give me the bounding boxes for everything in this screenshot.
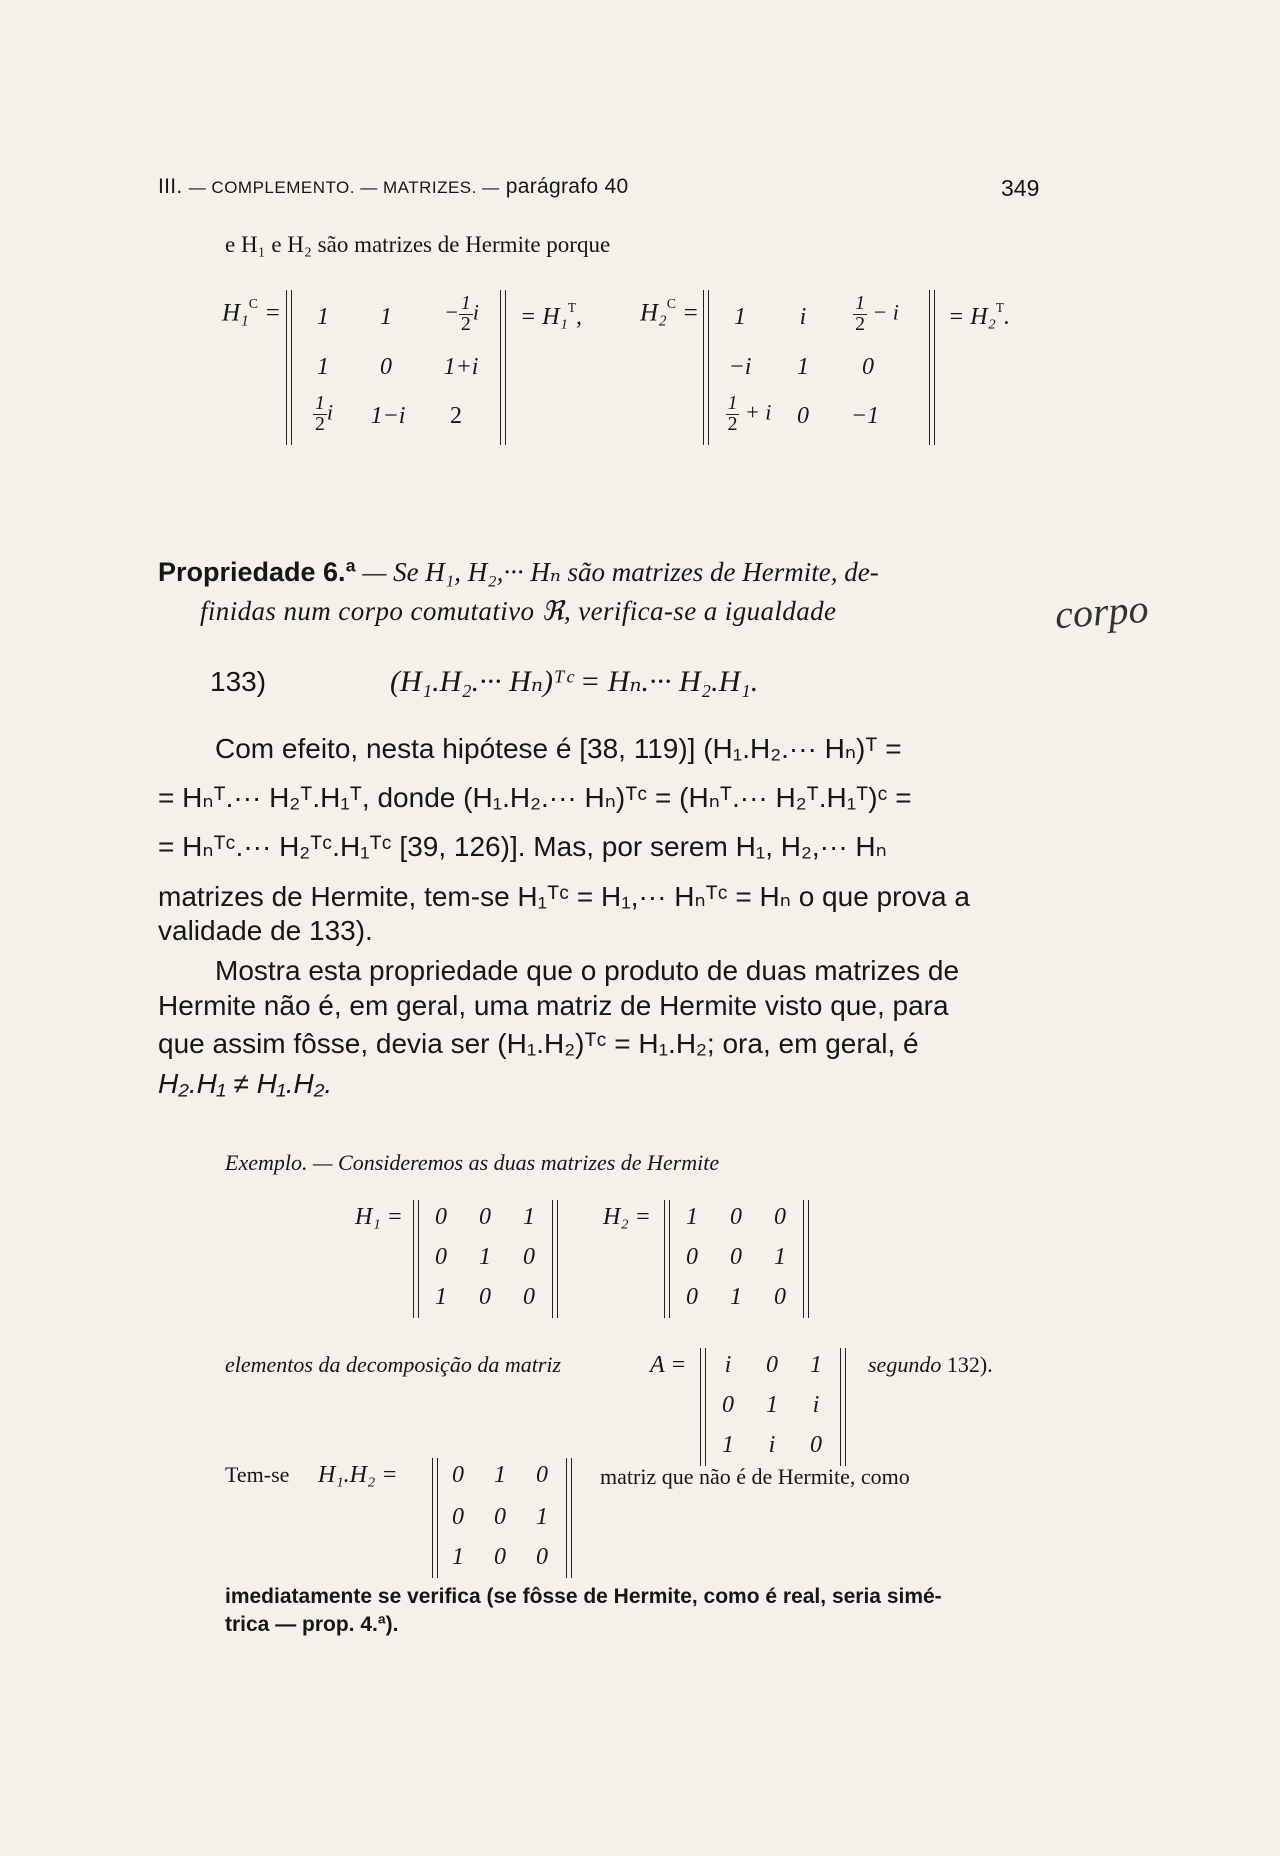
- segundo-number: 132).: [946, 1352, 993, 1377]
- matrix-product: [432, 1458, 572, 1578]
- matrix-cell: 1: [317, 354, 329, 380]
- eq1-lhs1-sup: C: [248, 296, 258, 311]
- segundo-ref: [868, 1352, 993, 1378]
- matrix-cell: i: [799, 304, 807, 330]
- running-head-roman: III.: [158, 175, 183, 198]
- running-head-caps: — COMPLEMENTO. — MATRIZES. —: [188, 178, 500, 197]
- matrix-cell: 1−i: [370, 403, 406, 429]
- matrix-cell: 0: [730, 1244, 742, 1270]
- matrix-cell: 0: [536, 1544, 548, 1570]
- matrix-cell: 0: [774, 1204, 786, 1230]
- eq133-formula: (H₁.H₂.··· Hₙ)ᵀᶜ = Hₙ.··· H₂.H₁.: [390, 665, 759, 698]
- proof-line-3: = Hₙᵀᶜ.··· H₂ᵀᶜ.H₁ᵀᶜ [39, 126)]. Mas, por serem H₁, H₂,··· Hₙ: [158, 831, 887, 862]
- matrix-cell: 1: [494, 1462, 506, 1488]
- matrix-cell: $\frac{1}{2}$ i: [314, 392, 333, 435]
- matrix-cell: 0: [862, 354, 874, 380]
- matrix-cell: 0: [686, 1244, 698, 1270]
- matrix-a: [700, 1348, 846, 1466]
- matrix-cell: 0: [380, 354, 392, 380]
- matrix-cell: 1: [734, 304, 746, 330]
- matrix-cell: 0: [523, 1284, 535, 1310]
- matrix-cell: 0: [523, 1244, 535, 1270]
- matrix-cell: i: [724, 1352, 732, 1378]
- matrix-cell: 0: [810, 1432, 822, 1458]
- after-product-text: matriz que não é de Hermite, como: [600, 1464, 910, 1489]
- matrix-cell: 0: [435, 1204, 447, 1230]
- h2-label: H₂ =: [603, 1204, 651, 1230]
- matrix-cell: $\frac{1}{2}$ − i: [855, 292, 899, 335]
- matrix-cell: 1: [479, 1244, 491, 1270]
- matrix-cell: $\frac{1}{2}$ + i: [727, 392, 772, 435]
- matrix-cell: 0: [730, 1204, 742, 1230]
- matrix-cell: 0: [797, 403, 809, 429]
- matrix-cell: −i: [728, 354, 752, 380]
- matrix-cell: 0: [479, 1204, 491, 1230]
- matrix-cell: 0: [494, 1504, 506, 1530]
- paragraph2-line-2: Hermite não é, em geral, uma matriz de Hermite visto que, para: [158, 990, 949, 1021]
- matrix-cell: 1: [523, 1204, 535, 1230]
- matrix-cell: 1: [536, 1504, 548, 1530]
- eq1-rhs1-sup: T: [567, 300, 576, 315]
- matrix-cell: 0: [452, 1462, 464, 1488]
- temse-text: Tem-se: [225, 1462, 290, 1487]
- margin-handwritten-note: corpo: [1053, 585, 1150, 638]
- matrix-h2: [664, 1200, 809, 1318]
- matrix-cell: i: [768, 1432, 776, 1458]
- matrix-cell: 2: [450, 403, 462, 429]
- running-head: [158, 175, 628, 199]
- matrix-cell: 1: [317, 304, 329, 330]
- matrix-cell: 0: [452, 1504, 464, 1530]
- intro-line: e H₁ e H₂ são matrizes de Hermite porque: [225, 232, 611, 257]
- segundo-word: segundo: [868, 1352, 942, 1377]
- matrix-cell: − $\frac{1}{2}$ i: [444, 292, 479, 335]
- h1-label: H₁ =: [355, 1204, 403, 1230]
- final-line-1: imediatamente se verifica (se fôsse de Hermite, como é real, seria simé-: [225, 1585, 942, 1608]
- paragraph2-line-3: que assim fôsse, devia ser (H₁.H₂)ᵀᶜ = H₁.H₂; ora, em geral, é: [158, 1028, 919, 1059]
- matrix-cell: −1: [850, 403, 880, 429]
- paragraph2-line-1: Mostra esta propriedade que o produto de duas matrizes de: [215, 955, 960, 986]
- matrix-cell: 1: [797, 354, 809, 380]
- matrix-cell: 0: [774, 1284, 786, 1310]
- eq1-rhs1: = H₁$^T$,: [520, 300, 582, 330]
- matrix-cell: 1: [810, 1352, 822, 1378]
- property-text-2: finidas num corpo comutativo ℜ, verifica-se a igualdade: [200, 596, 837, 626]
- eq1-rhs2: = H₂$^T$.: [948, 300, 1010, 330]
- matrix-cell: 0: [766, 1352, 778, 1378]
- eq133-number: 133): [210, 666, 267, 697]
- final-line-2: trica — prop. 4.ª).: [225, 1613, 399, 1636]
- eq1-rhs2-sup: T: [995, 300, 1004, 315]
- matrix-cell: i: [812, 1392, 820, 1418]
- matrix-cell: 1: [766, 1392, 778, 1418]
- matrix-h1c: [286, 290, 506, 445]
- matrix-cell: 1: [380, 304, 392, 330]
- matrix-cell: 1: [774, 1244, 786, 1270]
- elements-text: elementos da decomposição da matriz: [225, 1352, 562, 1377]
- matrix-cell: 1+i: [443, 354, 479, 380]
- paragraph2-line-4: H₂.H₁ ≠ H₁.H₂.: [158, 1068, 333, 1099]
- matrix-cell: 0: [536, 1462, 548, 1488]
- eq1-lhs1: H₁$^C$ =: [222, 296, 282, 327]
- matrix-cell: 1: [722, 1432, 734, 1458]
- property-line1: [158, 557, 879, 588]
- running-head-tail: parágrafo 40: [505, 175, 629, 198]
- matrix-cell: 1: [435, 1284, 447, 1310]
- matrix-cell: 0: [435, 1244, 447, 1270]
- matrix-cell: 1: [730, 1284, 742, 1310]
- proof-line-1: Com efeito, nesta hipótese é [38, 119)] (H₁.H₂.··· Hₙ)ᵀ =: [215, 733, 902, 764]
- eq1-lhs2-sup: C: [666, 296, 676, 311]
- product-label: H₁.H₂ =: [318, 1462, 398, 1488]
- eq1-rhs2-expr: = H₂: [948, 303, 996, 330]
- eq1-lhs2: H₂$^C$ =: [640, 296, 700, 327]
- eq1-lhs2-symbol: H₂: [640, 299, 667, 327]
- matrix-h1: [413, 1200, 558, 1318]
- matrix-cell: 0: [479, 1284, 491, 1310]
- property-label: Propriedade 6.ª: [158, 557, 356, 587]
- property-text-1: — Se H₁, H₂,··· Hₙ são matrizes de Hermite, de-: [362, 557, 879, 587]
- eq1-lhs1-symbol: H₁: [222, 299, 249, 327]
- matrix-cell: 1: [686, 1204, 698, 1230]
- matrix-cell: 0: [494, 1544, 506, 1570]
- proof-line-5: validade de 133).: [158, 915, 373, 946]
- matrix-cell: 0: [722, 1392, 734, 1418]
- eq1-rhs1-expr: = H₁: [520, 303, 568, 330]
- matrix-cell: 0: [686, 1284, 698, 1310]
- a-label: A =: [650, 1352, 687, 1378]
- proof-line-4: matrizes de Hermite, tem-se H₁ᵀᶜ = H₁,··· Hₙᵀᶜ = Hₙ o que prova a: [158, 881, 970, 912]
- example-intro: Exemplo. — Consideremos as duas matrizes de Hermite: [225, 1150, 720, 1175]
- page-number: 349: [1001, 175, 1040, 201]
- matrix-cell: 1: [452, 1544, 464, 1570]
- proof-line-2: = Hₙᵀ.··· H₂ᵀ.H₁ᵀ, donde (H₁.H₂.··· Hₙ)ᵀᶜ = (Hₙᵀ.··· H₂ᵀ.H₁ᵀ)ᶜ =: [158, 782, 912, 813]
- matrix-h2c: [703, 290, 935, 445]
